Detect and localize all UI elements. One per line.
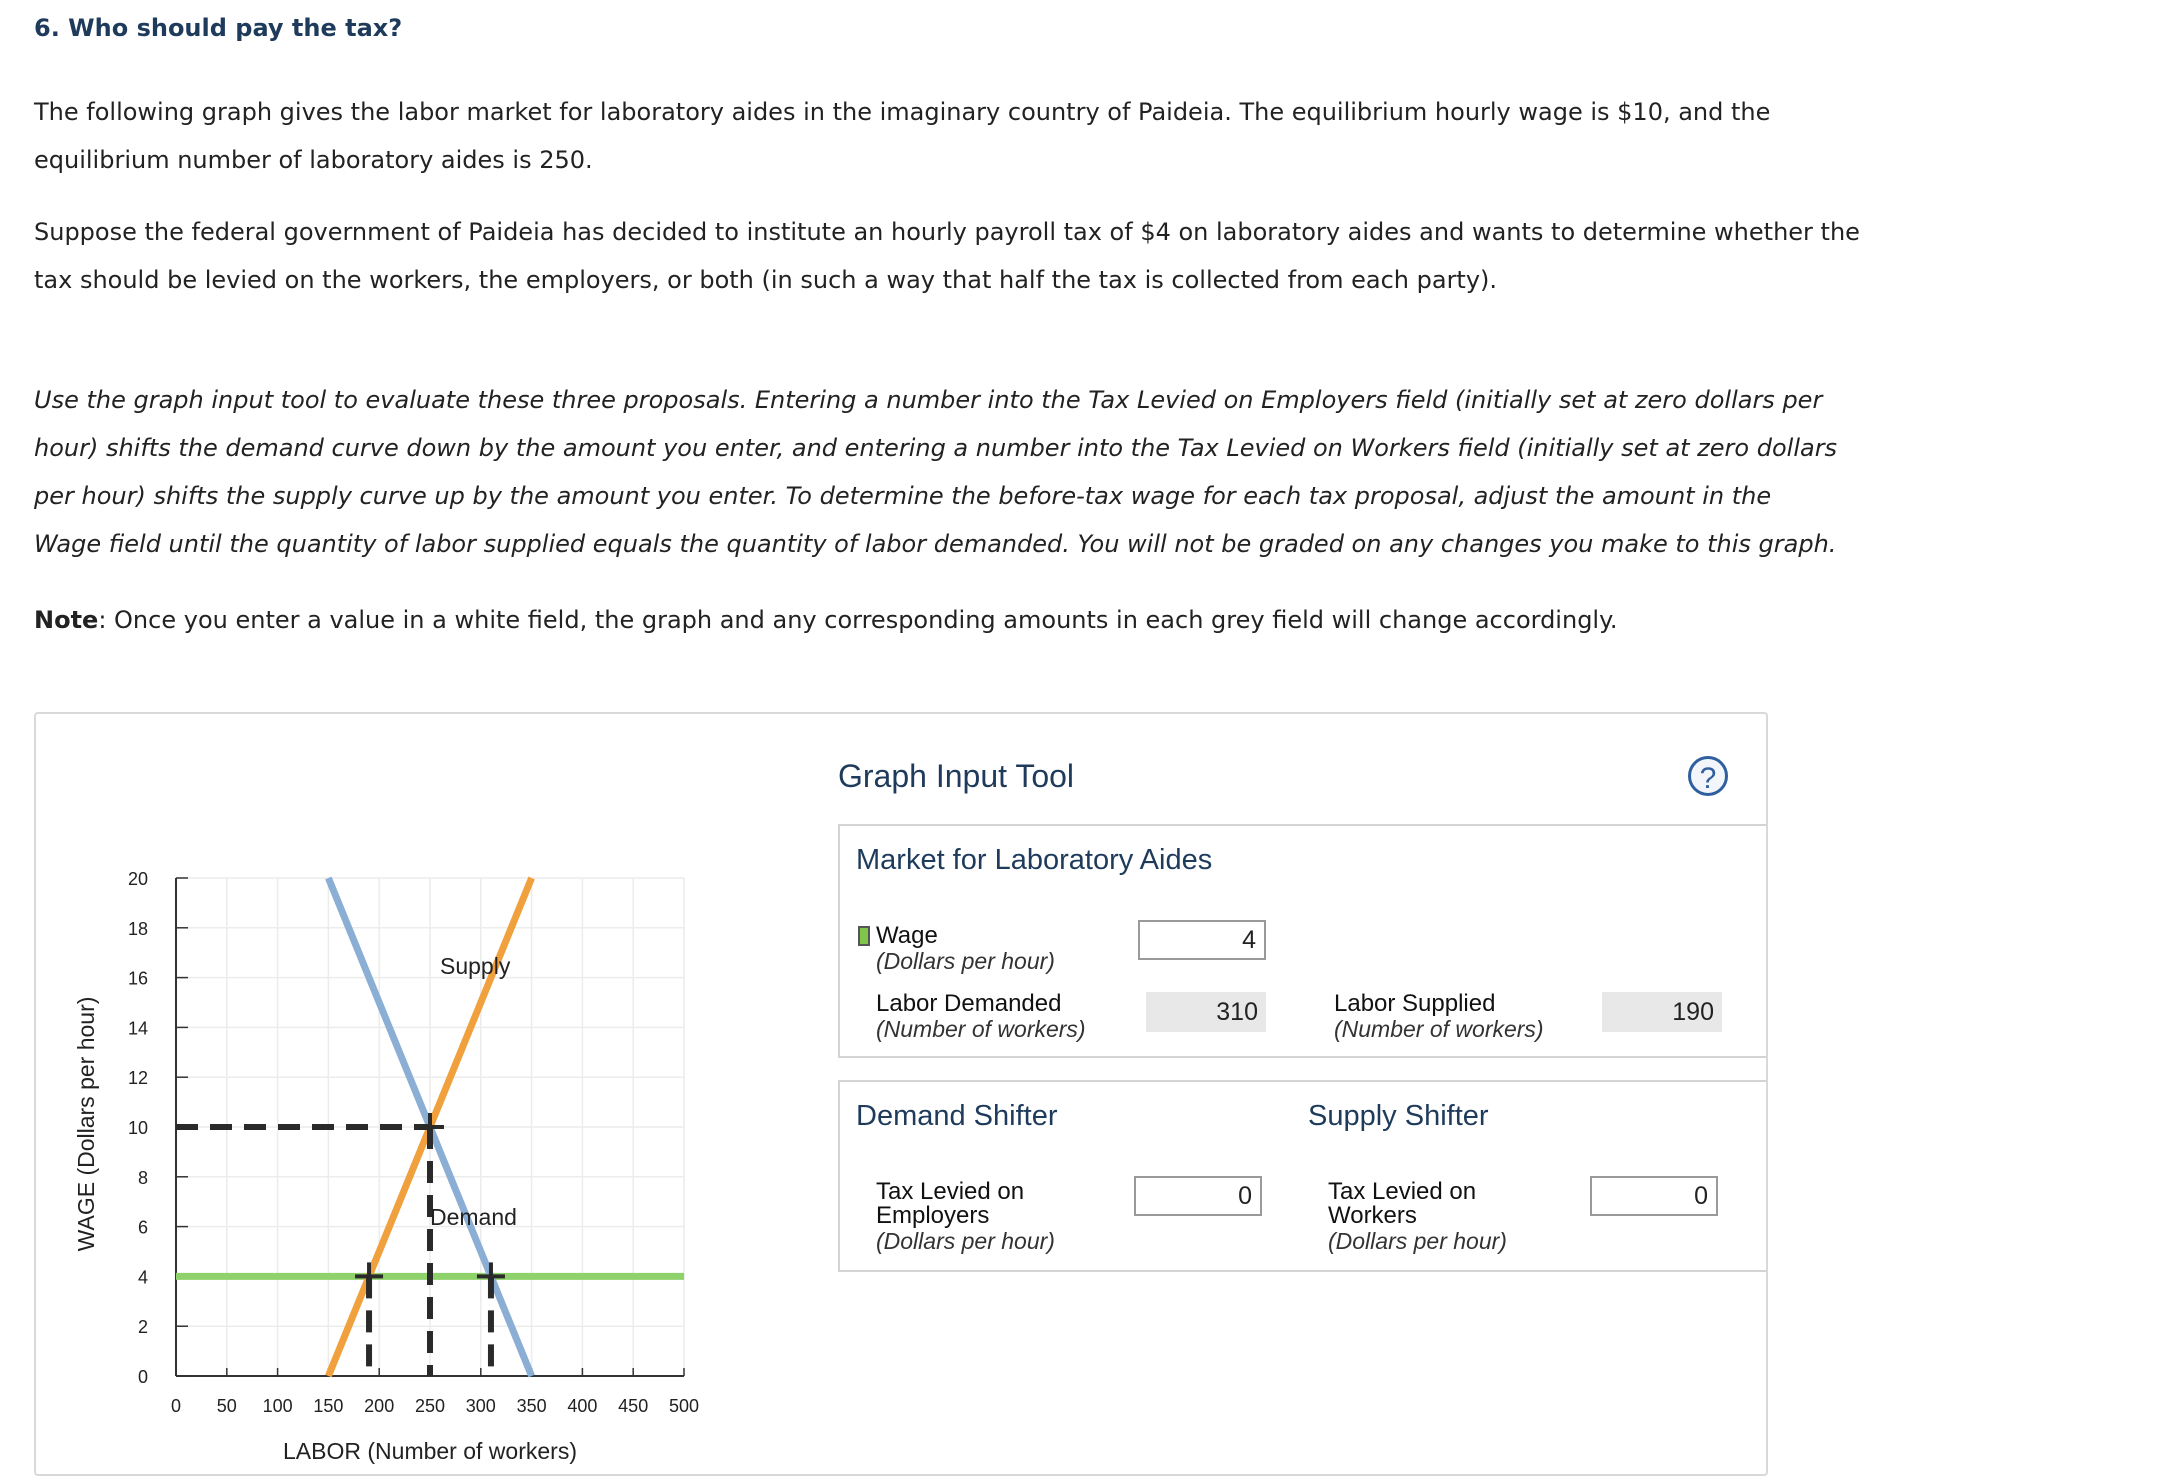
labor-demanded-unit: (Number of workers): [876, 1016, 1086, 1042]
demand-curve-label: Demand: [430, 1204, 517, 1230]
wage-unit: (Dollars per hour): [876, 948, 1055, 974]
shifter-box: [838, 1080, 1766, 1272]
x-axis-label: LABOR (Number of workers): [283, 1438, 577, 1464]
workers-tax-label-line-1: Tax Levied on: [1328, 1178, 1477, 1205]
graph-input-tool-title: Graph Input Tool: [838, 758, 1075, 794]
x-tick-label: 100: [262, 1396, 293, 1416]
labor-supplied-unit: (Number of workers): [1334, 1016, 1544, 1042]
wage-label: Wage: [876, 922, 938, 949]
employers-tax-unit: (Dollars per hour): [876, 1228, 1055, 1254]
instructions-line-1: Use the graph input tool to evaluate these three proposals. Entering a number into the Tax Levied on Employers field (initially set at zero dollars per: [34, 386, 1823, 414]
y-tick-label: 20: [127, 869, 148, 889]
y-tick-label: 10: [127, 1118, 148, 1138]
instructions-line-4: Wage field until the quantity of labor supplied equals the quantity of labor demanded. You will not be graded on any changes you make to this graph.: [34, 530, 1837, 558]
x-tick-label: 350: [516, 1396, 547, 1416]
market-title: Market for Laboratory Aides: [856, 844, 1213, 876]
proposal-line-1: Suppose the federal government of Paideia has decided to institute an hourly payroll tax of $4 on laboratory aides and wants to determine whether the: [34, 218, 1860, 246]
question-title: 6. Who should pay the tax?: [34, 14, 403, 42]
x-tick-label: 150: [313, 1396, 344, 1416]
note-text: : Once you enter a value in a white field, the graph and any corresponding amounts in each grey field will change accordingly.: [98, 606, 1618, 634]
x-tick-label: 0: [170, 1396, 182, 1416]
y-tick-label: 18: [127, 918, 148, 939]
y-tick-label: 16: [127, 968, 148, 989]
y-tick-label: 8: [137, 1167, 148, 1188]
y-tick-label: 14: [127, 1018, 148, 1039]
instructions-line-3: per hour) shifts the supply curve up by the amount you enter. To determine the before-tax wage for each tax proposal, adjust the amount in the: [34, 482, 1772, 510]
supply-shifter-title: Supply Shifter: [1308, 1100, 1489, 1132]
employers-tax-input[interactable]: 0: [1134, 1176, 1262, 1216]
x-tick-label: 450: [618, 1396, 649, 1416]
workers-tax-input[interactable]: 0: [1590, 1176, 1718, 1216]
x-tick-label: 300: [465, 1396, 496, 1416]
note-paragraph: [34, 596, 1934, 644]
x-tick-label: 50: [216, 1396, 237, 1416]
y-tick-label: 6: [137, 1217, 148, 1238]
x-tick-label: 200: [364, 1396, 395, 1416]
workers-tax-label-line-2: Workers: [1328, 1202, 1417, 1229]
employers-tax-label-line-2: Employers: [876, 1202, 990, 1229]
intro-line-2: equilibrium number of laboratory aides is 250.: [34, 146, 593, 174]
x-tick-label: 250: [414, 1396, 446, 1416]
y-axis-label: WAGE (Dollars per hour): [73, 996, 99, 1252]
y-tick-label: 12: [127, 1068, 148, 1089]
labor-market-chart[interactable]: [36, 714, 836, 1474]
intro-line-1: The following graph gives the labor market for laboratory aides in the imaginary country of Paideia. The equilibrium hourly wage is $10, and the: [34, 98, 1771, 126]
y-tick-label: 2: [137, 1317, 148, 1338]
wage-input[interactable]: 4: [1138, 920, 1266, 960]
help-icon[interactable]: ?: [1688, 756, 1728, 796]
wage-legend-swatch: [858, 926, 870, 946]
labor-supplied-value: 190: [1602, 992, 1722, 1032]
labor-demanded-label: Labor Demanded: [876, 990, 1062, 1017]
supply-curve-label: Supply: [440, 953, 511, 979]
instructions-paragraph: [34, 376, 1934, 568]
demand-shifter-title: Demand Shifter: [856, 1100, 1058, 1132]
proposal-line-2: tax should be levied on the workers, the employers, or both (in such a way that half the tax is collected from each party).: [34, 266, 1498, 294]
note-label: Note: [34, 606, 99, 634]
employers-tax-label-line-1: Tax Levied on: [876, 1178, 1025, 1205]
labor-supplied-label: Labor Supplied: [1334, 990, 1496, 1017]
instructions-line-2: hour) shifts the demand curve down by the amount you enter, and entering a number into the Tax Levied on Workers field (initially set at zero dollars: [34, 434, 1838, 462]
intro-paragraph: [34, 88, 1934, 184]
y-tick-label: 4: [137, 1267, 148, 1288]
proposal-paragraph: [34, 208, 1934, 304]
y-tick-label: 0: [137, 1367, 148, 1387]
labor-demanded-value: 310: [1146, 992, 1266, 1032]
x-tick-label: 500: [668, 1396, 700, 1416]
graph-panel: [34, 712, 1768, 1476]
workers-tax-unit: (Dollars per hour): [1328, 1228, 1507, 1254]
x-tick-label: 400: [567, 1396, 598, 1416]
market-box: [838, 824, 1766, 1058]
